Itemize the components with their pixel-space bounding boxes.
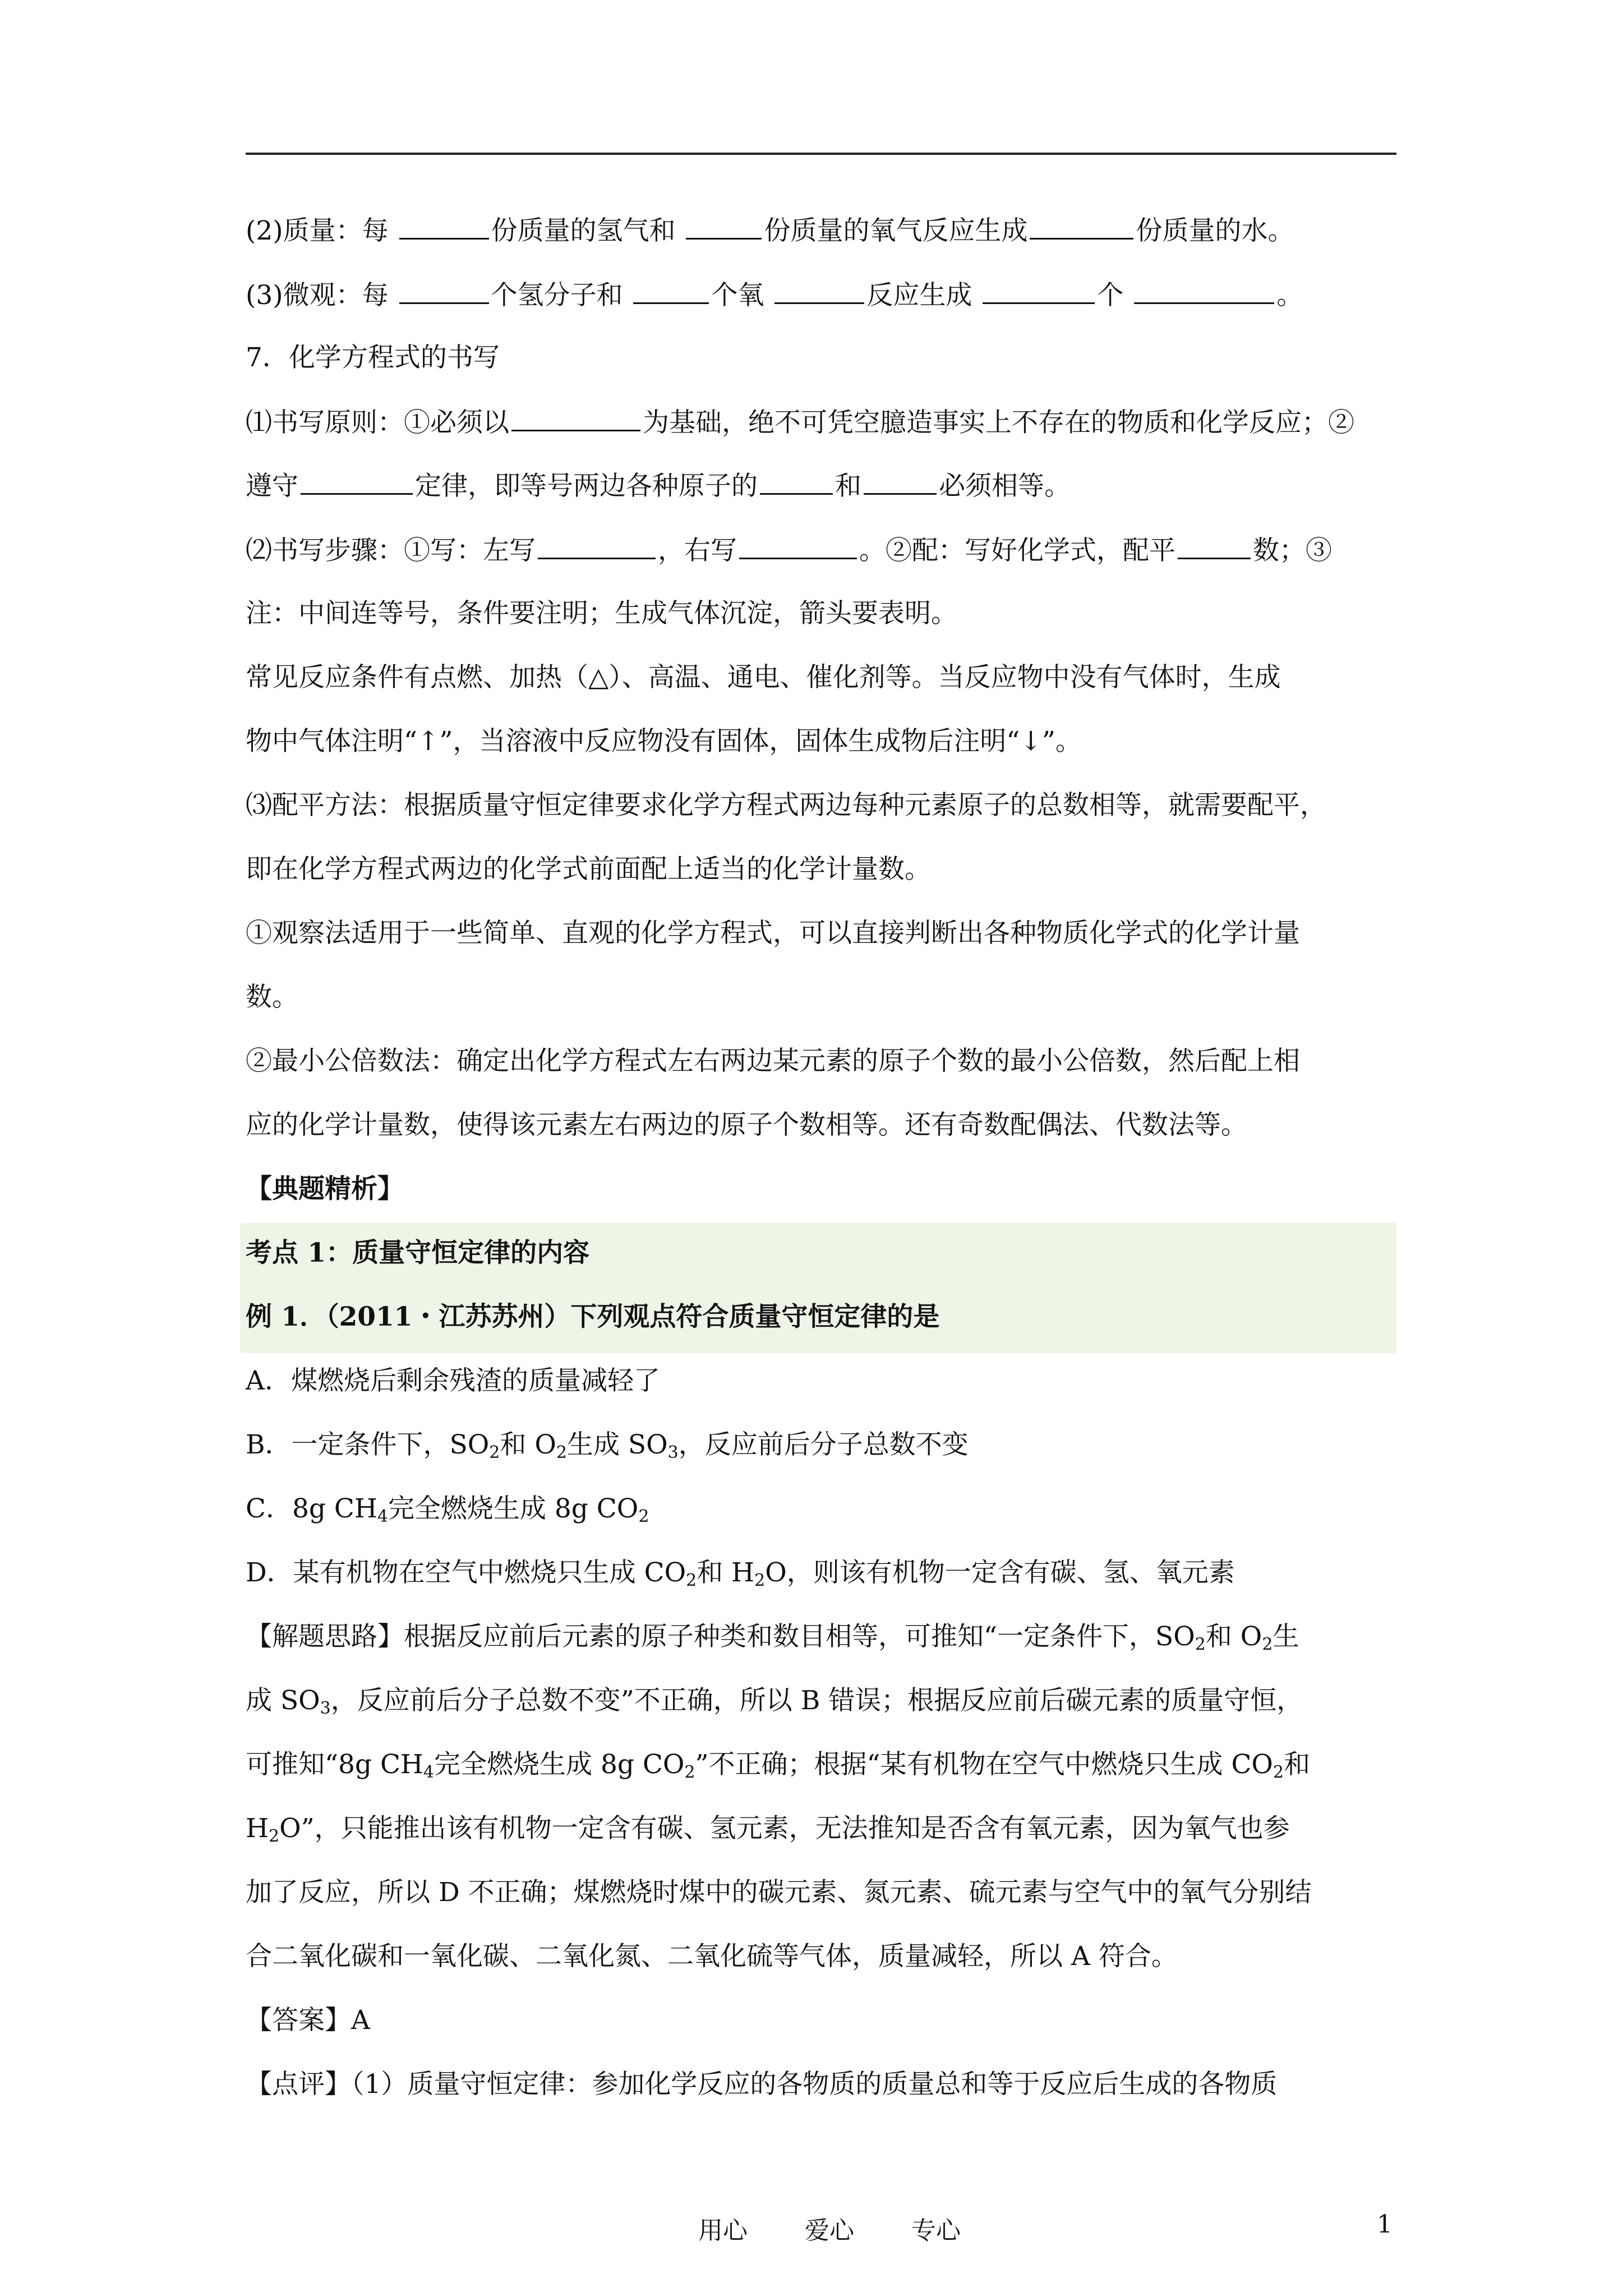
text: 个氧 [711,280,773,311]
blank [864,468,937,495]
text: 遵守 [246,471,298,501]
analysis-line-1 [246,1620,1299,1654]
answer-line: 【答案】A [246,2005,370,2036]
page-number: 1 [1377,2210,1393,2239]
text: 【解题思路】根据反应前后元素的原子种类和数目相等，可推知“一定条件下，SO [246,1621,1195,1652]
subscript: 2 [269,1826,280,1846]
text: 反应生成 [866,280,981,311]
text: ，反应前后分子总数不变”不正确，所以 B 错误；根据反应前后碳元素的质量守恒， [330,1685,1303,1716]
footer-motto-2: 爱心 [805,2216,854,2245]
text: 成 SO [246,1685,320,1716]
text: D．某有机物在空气中燃烧只生成 CO [246,1557,686,1588]
analysis-line-4 [246,1812,1290,1846]
option-b [246,1428,969,1462]
mass-line [246,213,1294,248]
footer-motto-3: 专心 [911,2216,961,2245]
subscript: 2 [556,1443,567,1462]
footer-motto-1: 用心 [698,2216,748,2245]
text: (3)微观：每 [246,280,397,311]
subscript: 4 [377,1507,388,1526]
subscript: 2 [1262,1635,1273,1654]
text: ⑵书写步骤：①写：左写 [246,535,536,566]
blank [538,533,656,559]
subscript: 2 [1195,1635,1206,1654]
analysis-line-6: 合二氧化碳和一氧化碳、二氧化氮、二氧化硫等气体，质量减轻，所以 A 符合。 [246,1941,1178,1972]
steps-line-b: 注：中间连等号，条件要注明；生成气体沉淀，箭头要表明。 [246,598,957,629]
text: 份质量的氧气反应生成 [764,215,1028,246]
blank [511,405,640,431]
observation-line-b: 数。 [246,982,298,1013]
subscript: 2 [754,1571,766,1590]
blank [399,278,489,304]
text: 。②配：写好化学式，配平 [859,535,1175,566]
text: C．8g CH [246,1493,377,1524]
subscript: 2 [1272,1763,1284,1782]
text: 。 [1276,280,1303,311]
observation-line-a: ①观察法适用于一些简单、直观的化学方程式，可以直接判断出各种物质化学式的化学计量 [246,918,1300,949]
principle-line-a [246,405,1354,440]
text: 份质量的水。 [1136,215,1294,246]
lcm-line-a: ②最小公倍数法：确定出化学方程式左右两边某元素的原子个数的最小公倍数，然后配上相 [246,1046,1300,1076]
subscript: 2 [684,1763,695,1782]
subscript: 2 [638,1507,649,1526]
blank [1178,533,1251,559]
text: (2)质量：每 [246,215,397,246]
text: 份质量的氢气和 [491,215,684,246]
text: ”不正确；根据“某有机物在空气中燃烧只生成 CO [695,1749,1273,1780]
text: ⑴书写原则：①必须以 [246,407,509,438]
conditions-line-b: 物中气体注明“↑”，当溶液中反应物没有固体，固体生成物后注明“↓”。 [246,726,1082,757]
question-line: 例 1．（2011・江苏苏州）下列观点符合质量守恒定律的是 [246,1301,940,1332]
blank [399,213,489,240]
option-a: A．煤燃烧后剩余残渣的质量减轻了 [246,1365,660,1396]
subscript: 4 [423,1763,434,1782]
blank [760,468,833,495]
section7-title: 7．化学方程式的书写 [246,342,500,373]
text: 生 [1272,1621,1299,1652]
blank [1134,278,1274,304]
subscript: 2 [686,1571,697,1590]
text: 个氢分子和 [491,280,631,311]
option-c [246,1492,649,1526]
text: 和 H [697,1557,755,1588]
analysis-line-3 [246,1748,1310,1782]
text: O，则该有机物一定含有碳、氢、氧元素 [765,1557,1235,1588]
analysis-line-2 [246,1684,1303,1718]
balance-line-b: 即在化学方程式两边的化学式前面配上适当的化学计量数。 [246,854,931,885]
text: 完全燃烧生成 8g CO [388,1493,639,1524]
subscript: 3 [320,1699,331,1718]
subscript: 3 [667,1443,679,1462]
text: 和 O [1205,1621,1262,1652]
blank [301,468,413,495]
blank [686,213,762,240]
blank [774,278,864,304]
text: 定律，即等号两边各种原子的 [415,471,758,501]
header-rule [246,153,1396,155]
text: 数；③ [1253,535,1332,566]
text: 必须相等。 [939,471,1071,501]
examples-heading: 【典题精析】 [246,1174,404,1204]
blank [633,278,709,304]
text: 完全燃烧生成 8g CO [434,1749,685,1780]
text: O”，只能推出该有机物一定含有碳、氢元素，无法推知是否含有氧元素，因为氧气也参 [279,1813,1290,1844]
kaodian-title: 考点 1：质量守恒定律的内容 [246,1237,590,1268]
text: 个 [1097,280,1132,311]
text: B．一定条件下，SO [246,1429,490,1460]
text: 可推知“8g CH [246,1749,423,1780]
blank [1030,213,1133,240]
text: 生成 SO [566,1429,668,1460]
comment-line: 【点评】（1）质量守恒定律：参加化学反应的各物质的质量总和等于反应后生成的各物质 [246,2069,1278,2100]
lcm-line-b: 应的化学计量数，使得该元素左右两边的原子个数相等。还有奇数配偶法、代数法等。 [246,1110,1247,1140]
text: 和 [1284,1749,1311,1780]
blank [983,278,1095,304]
analysis-line-5: 加了反应，所以 D 不正确；煤燃烧时煤中的碳元素、氮元素、硫元素与空气中的氧气分别结 [246,1877,1312,1908]
conditions-line-a: 常见反应条件有点燃、加热（△）、高温、通电、催化剂等。当反应物中没有气体时，生成 [246,662,1281,693]
steps-line-a [246,533,1332,568]
text: H [246,1813,269,1844]
micro-line [246,278,1303,312]
principle-line-b [246,468,1071,503]
text: 和 O [500,1429,556,1460]
balance-line-a: ⑶配平方法：根据质量守恒定律要求化学方程式两边每种元素原子的总数相等，就需要配平， [246,790,1326,821]
blank [739,533,857,559]
text: ，反应前后分子总数不变 [678,1429,969,1460]
text: 为基础，绝不可凭空臆造事实上不存在的物质和化学反应；② [643,407,1354,438]
text: ，右写 [658,535,737,566]
text: 和 [835,471,861,501]
option-d [246,1556,1235,1590]
subscript: 2 [489,1443,500,1462]
